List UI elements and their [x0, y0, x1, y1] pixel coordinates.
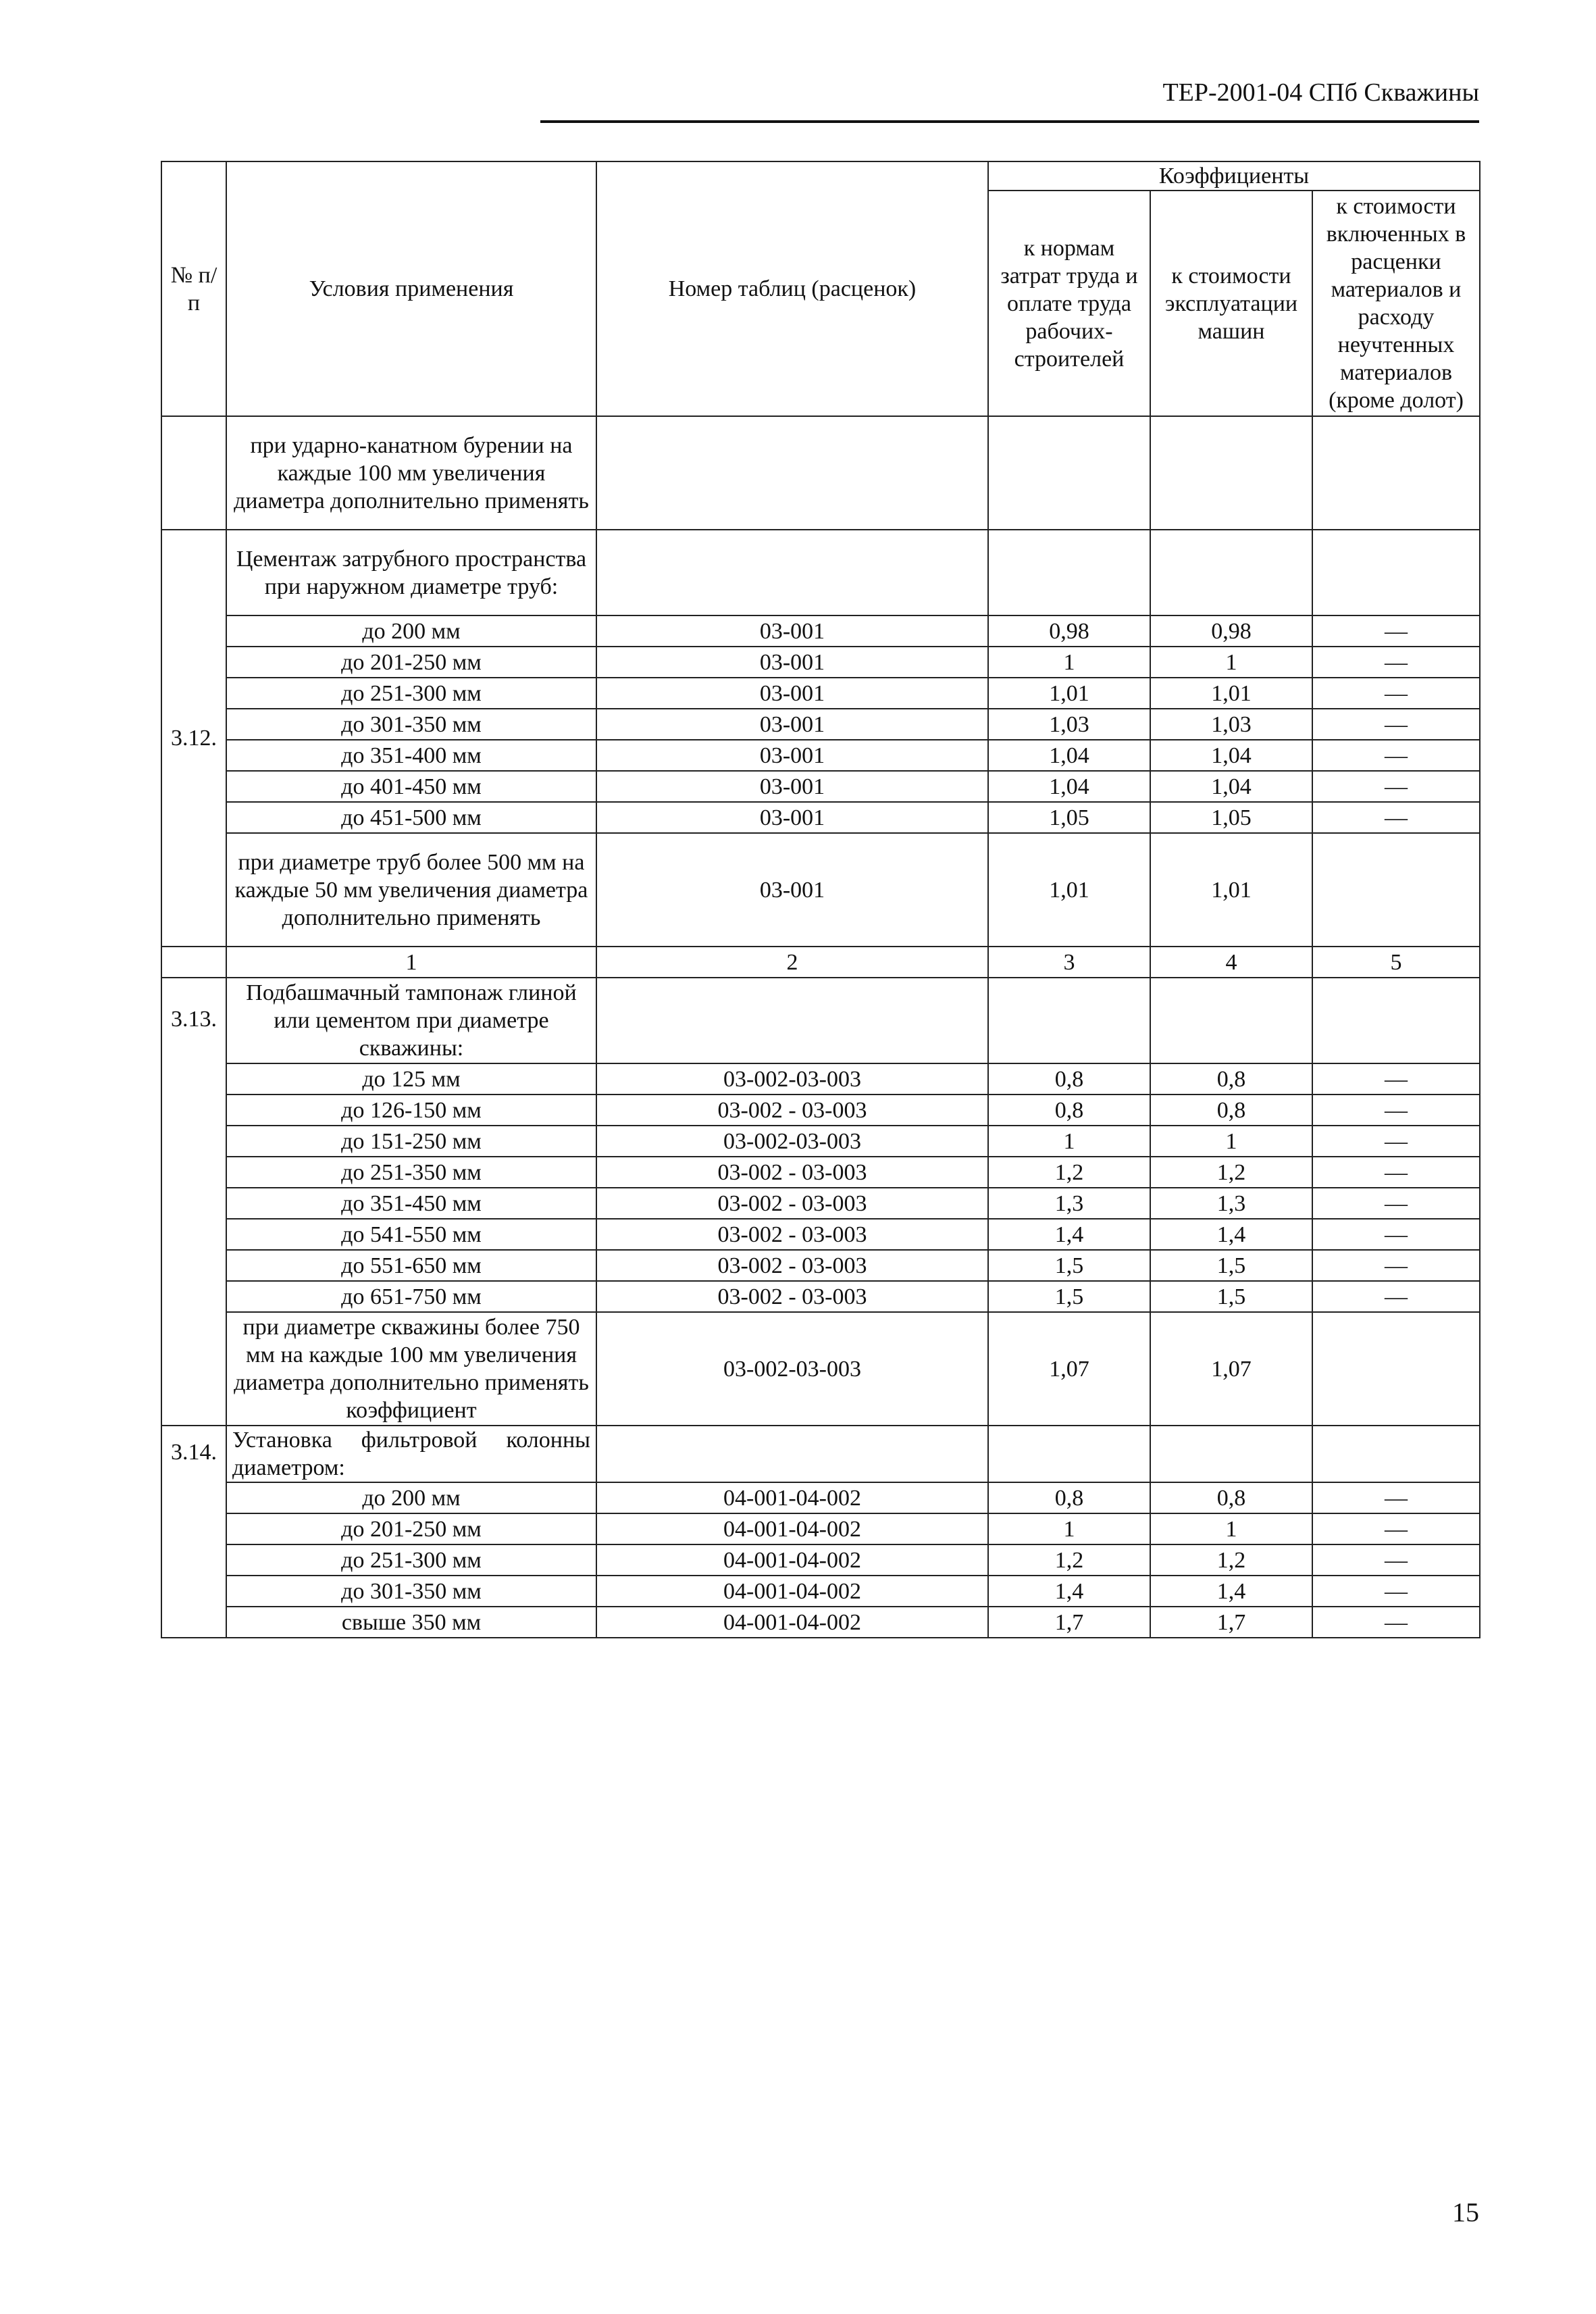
col-header-coefficients: Коэффициенты — [988, 161, 1480, 191]
table-row: до 651-750 мм 03-002 - 03-003 1,5 1,5 — — [161, 1281, 1480, 1312]
section-title: Цементаж затрубного пространства при наружном диаметре труб: — [226, 530, 596, 615]
coefficients-table — [161, 161, 1481, 1638]
section-number: 3.14. — [161, 1426, 226, 1638]
col-header-table-no: Номер таблиц (расценок) — [596, 161, 988, 416]
col-header-num: № п/п — [161, 161, 226, 416]
col-header-coef-machines: к стоимости эксплуатации машин — [1150, 191, 1312, 416]
table-row: до 125 мм 03-002-03-003 0,8 0,8 — — [161, 1063, 1480, 1095]
table-row: до 301-350 мм 04-001-04-002 1,4 1,4 — — [161, 1576, 1480, 1607]
section-number: 3.12. — [161, 530, 226, 947]
running-header: ТЕР-2001-04 СПб Скважины — [1162, 78, 1479, 107]
section-row — [161, 978, 1480, 1063]
column-index-row: 1 2 3 4 5 — [161, 947, 1480, 978]
table-row: до 551-650 мм 03-002 - 03-003 1,5 1,5 — — [161, 1250, 1480, 1281]
intro-condition: при ударно-канатном бурении на каждые 100 мм увеличения диаметра дополнительно применять — [226, 416, 596, 530]
table-row: до 351-450 мм 03-002 - 03-003 1,3 1,3 — — [161, 1188, 1480, 1219]
intro-row — [161, 416, 1480, 530]
table-row: до 201-250 мм 04-001-04-002 1 1 — — [161, 1513, 1480, 1544]
table-row: до 541-550 мм 03-002 - 03-003 1,4 1,4 — — [161, 1219, 1480, 1250]
table-row: до 451-500 мм 03-001 1,05 1,05 — — [161, 802, 1480, 833]
section-number: 3.13. — [161, 978, 226, 1426]
section-title: Установка фильтровой колонны диаметром: — [226, 1426, 596, 1482]
section-row — [161, 1426, 1480, 1482]
section-row — [161, 530, 1480, 615]
table-row: до 251-350 мм 03-002 - 03-003 1,2 1,2 — — [161, 1157, 1480, 1188]
table-row: до 201-250 мм 03-001 1 1 — — [161, 647, 1480, 678]
table-row-extra: при диаметре скважины более 750 мм на каждые 100 мм увеличения диаметра дополнительно применять коэффициент 03-002-03-003 1,07 1,07 — [161, 1312, 1480, 1426]
table-row: до 351-400 мм 03-001 1,04 1,04 — — [161, 740, 1480, 771]
header-rule — [540, 120, 1479, 123]
section-title: Подбашмачный тампонаж глиной или цементом при диаметре скважины: — [226, 978, 596, 1063]
table-row: до 401-450 мм 03-001 1,04 1,04 — — [161, 771, 1480, 802]
table-row: свыше 350 мм 04-001-04-002 1,7 1,7 — — [161, 1607, 1480, 1638]
header-row-1 — [161, 161, 1480, 191]
table-row: до 200 мм 04-001-04-002 0,8 0,8 — — [161, 1482, 1480, 1513]
table-row-extra: при диаметре труб более 500 мм на каждые 50 мм увеличения диаметра дополнительно применять 03-001 1,01 1,01 — [161, 833, 1480, 947]
table-row: до 200 мм 03-001 0,98 0,98 — — [161, 615, 1480, 647]
table-row: до 301-350 мм 03-001 1,03 1,03 — — [161, 709, 1480, 740]
table-row: до 251-300 мм 03-001 1,01 1,01 — — [161, 678, 1480, 709]
table-row: до 126-150 мм 03-002 - 03-003 0,8 0,8 — — [161, 1095, 1480, 1126]
col-header-coef-labor: к нормам затрат труда и оплате труда рабочих-строителей — [988, 191, 1150, 416]
page-number: 15 — [1452, 2197, 1479, 2228]
col-header-conditions: Условия применения — [226, 161, 596, 416]
table-row: до 251-300 мм 04-001-04-002 1,2 1,2 — — [161, 1544, 1480, 1576]
col-header-coef-materials: к стоимости включенных в расценки материалов и расходу неучтенных материалов (кроме долот) — [1312, 191, 1480, 416]
table-row: до 151-250 мм 03-002-03-003 1 1 — — [161, 1126, 1480, 1157]
